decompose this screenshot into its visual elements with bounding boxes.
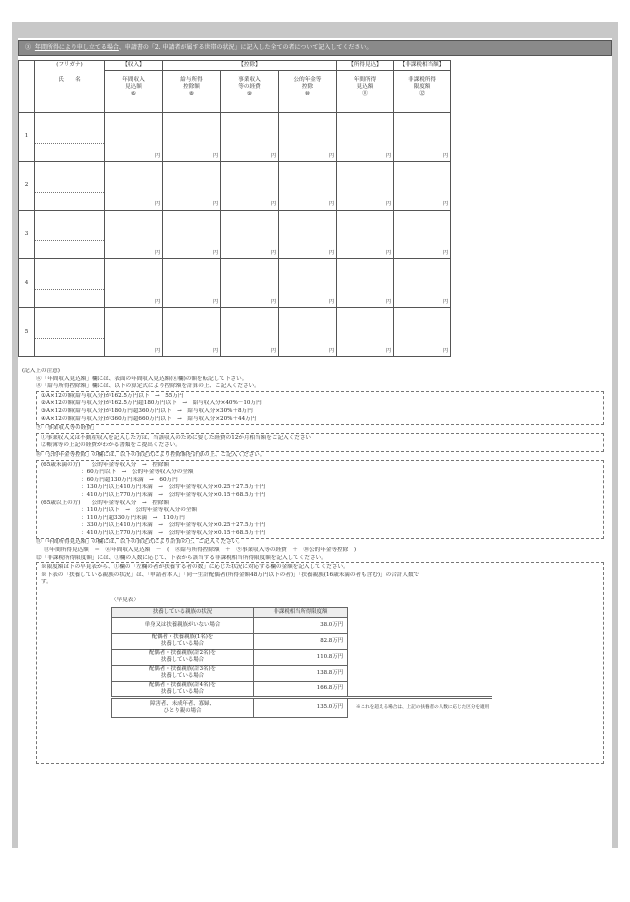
amount-cell[interactable] [163, 308, 221, 357]
quick-header-status: 扶養している親族の状況 [112, 607, 254, 617]
furigana-field[interactable] [35, 179, 104, 193]
amount-cell[interactable] [279, 113, 337, 162]
quick-limit: 38.0万円 [254, 617, 348, 633]
note-8-rules-box [36, 391, 604, 425]
note-9-rule: ②帳簿等の上記の経費がわかる書類をご提出ください。 [41, 442, 181, 449]
deduction-group-header: 【控除】 [163, 61, 337, 71]
yen-unit: 円 [270, 298, 276, 305]
note-10-rule: (65歳以上の方) 公的年金等収入分 → 控除額 [41, 499, 170, 506]
quick-status: 配偶者・扶養親族(計3名)を 扶養している場合 [112, 665, 254, 681]
amount-cell[interactable] [279, 259, 337, 308]
table-row [19, 161, 451, 210]
yen-unit: 円 [328, 152, 334, 159]
amount-cell[interactable] [337, 308, 394, 357]
row-number: 1 [19, 113, 35, 162]
amount-cell[interactable] [337, 161, 394, 210]
note-12-line: ※限度額は下の早見表から、①欄の「左欄の者が扶養する者の数」に応じた状況に対応する欄の金額を記入してください。 [41, 564, 349, 571]
quick-status: 配偶者・扶養親族(計4名)を 扶養している場合 [112, 681, 254, 697]
yen-unit: 円 [154, 347, 160, 354]
yen-unit: 円 [154, 152, 160, 159]
quick-limit: 166.8万円 [254, 681, 348, 697]
note-10: ⑩「公的年金等控除」の欄には、以下の算定式により控除額を計算の上、ご記入ください。 [36, 451, 266, 458]
yen-unit: 円 [270, 250, 276, 257]
amount-cell[interactable] [221, 113, 279, 162]
yen-unit: 円 [154, 201, 160, 208]
quick-table-title: 〈早見表〉 [111, 597, 139, 604]
quick-status: 単身又は扶養親族がいない場合 [112, 617, 254, 633]
note-8: ⑧「給与所得控除額」欄には、以下の算定式により控除額を計算の上、ご記入ください。 [36, 383, 260, 390]
quick-special-status: 障害者、未成年者、寡婦、 ひとり親の場合 [112, 697, 254, 717]
yen-unit: 円 [270, 152, 276, 159]
yen-unit: 円 [154, 298, 160, 305]
amount-cell[interactable] [221, 210, 279, 259]
note-10-rule: ：60万円以下 → 公的年金等収入分の全額 [81, 469, 194, 476]
amount-cell[interactable] [394, 259, 451, 308]
note-8-rule: ④A×12の額(給与収入分)が360万円超660万円以下 → 給与収入分×20%＋44万円 [41, 415, 257, 422]
yen-unit: 円 [442, 298, 448, 305]
note-10-rule: ：410万円以上770万円未満 → 公的年金等収入分×0.15＋68.5万千円 [81, 529, 266, 536]
col-header-annual-income-estimate: 年間所得 見込額 ⑪ [337, 71, 394, 113]
yen-unit: 円 [385, 201, 391, 208]
notes-section [22, 368, 610, 764]
yen-unit: 円 [212, 347, 218, 354]
amount-cell[interactable] [105, 113, 163, 162]
yen-unit: 円 [328, 347, 334, 354]
col-header-salary-deduction: 給与所得 控除額 ⑧ [163, 71, 221, 113]
yen-unit: 円 [442, 347, 448, 354]
note-10-rules-box [36, 460, 604, 540]
section-instruction: 、申請書の「2. 申請者が属する世帯の状況」に記入した全ての者について記入してください。 [118, 44, 373, 51]
yen-unit: 円 [385, 250, 391, 257]
note-10-rule: ：330万円以上410万円未満 → 公的年金等収入分×0.25＋27.5万千円 [81, 522, 266, 529]
yen-unit: 円 [154, 250, 160, 257]
note-12-box [36, 562, 604, 764]
table-row [19, 308, 451, 357]
yen-unit: 円 [385, 152, 391, 159]
yen-unit: 円 [442, 201, 448, 208]
amount-cell[interactable] [221, 259, 279, 308]
section-number: ③ [25, 44, 32, 51]
table-row [112, 681, 493, 697]
quick-reference-table [111, 607, 492, 718]
quick-limit: 138.8万円 [254, 665, 348, 681]
furigana-field[interactable] [35, 276, 104, 290]
amount-cell[interactable] [394, 210, 451, 259]
note-9-rule: ①事業収入又は不動産収入を記入した方は、当該収入のために要した経費の12か月相当額をご記入ください [41, 434, 312, 441]
quick-status: 配偶者・扶養親族(1名)を 扶養している場合 [112, 633, 254, 649]
table-row [112, 697, 493, 717]
amount-cell[interactable] [279, 161, 337, 210]
name-header: 氏 名 [35, 71, 105, 113]
yen-unit: 円 [212, 250, 218, 257]
amount-cell[interactable] [105, 210, 163, 259]
table-row [19, 210, 451, 259]
yen-unit: 円 [442, 250, 448, 257]
furigana-field[interactable] [35, 325, 104, 339]
note-12-line: す。 [41, 579, 52, 586]
table-row [112, 633, 493, 649]
amount-cell[interactable] [394, 308, 451, 357]
amount-cell[interactable] [163, 161, 221, 210]
table-row [112, 665, 493, 681]
row-number-header [19, 61, 35, 113]
amount-cell[interactable] [337, 259, 394, 308]
row-number: 5 [19, 308, 35, 357]
notes-title: (記入上の注意) [22, 368, 60, 374]
amount-cell[interactable] [105, 259, 163, 308]
yen-unit: 円 [270, 347, 276, 354]
note-8-rule: ①A×12の額(給与収入分)が162.5万円以下 → 55万円 [41, 392, 184, 399]
quick-limit: 82.8万円 [254, 633, 348, 649]
note-8-rule: ②A×12の額(給与収入分)が162.5万円超180万円以下 → 給与収入分×40%－10万円 [41, 400, 262, 407]
table-row [112, 649, 493, 665]
yen-unit: 円 [270, 201, 276, 208]
furigana-field[interactable] [35, 227, 104, 241]
furigana-header: (フリガナ) [35, 61, 105, 71]
amount-cell[interactable] [163, 210, 221, 259]
note-8-rule: ③A×12の額(給与収入分)が180万円超360万円以下 → 給与収入分×30%＋8万円 [41, 407, 253, 414]
amount-cell[interactable] [163, 259, 221, 308]
name-cell[interactable] [35, 308, 105, 357]
table-row [112, 617, 493, 633]
quick-special-limit: 135.0万円 [254, 697, 348, 717]
note-10-rule: ：110万円超330万円未満 → 110万円 [81, 514, 185, 521]
quick-limit: 110.8万円 [254, 649, 348, 665]
quick-header-limit: 非課税相当所得限度額 [254, 607, 348, 617]
note-10-rule: ：60万円超130万円未満 → 60万円 [81, 476, 178, 483]
note-12: ⑫「非課税所得限度額」には、①欄の人数に応じて、下表から該当する非課税相当所得限度額を記入してください。 [36, 554, 327, 561]
nontaxable-group-header: 【非課税相当額】 [394, 61, 451, 71]
amount-cell[interactable] [394, 113, 451, 162]
amount-cell[interactable] [394, 161, 451, 210]
note-10-rule: ：410万円以上770万円未満 → 公的年金等収入分×0.15＋68.5万千円 [81, 491, 266, 498]
yen-unit: 円 [212, 152, 218, 159]
amount-cell[interactable] [279, 210, 337, 259]
note-9-rules-box [36, 433, 604, 452]
name-cell[interactable] [35, 113, 105, 162]
col-header-pension-deduction: 公的年金等 控除 ⑩ [279, 71, 337, 113]
yen-unit: 円 [385, 298, 391, 305]
section-underlined-title: 年間所得により申し立てる場合 [34, 44, 119, 51]
note-12-line: ※下表の「扶養している親族の状況」は、「申請者本人」「同一生計配偶者(所得金額48万円以下の者)」「扶養親族(16歳未満の者も含む)」の合計人数で [41, 571, 420, 578]
income-table [18, 60, 451, 357]
yen-unit: 円 [385, 347, 391, 354]
section-header [18, 40, 612, 56]
amount-cell[interactable] [337, 113, 394, 162]
amount-cell[interactable] [105, 161, 163, 210]
note-10-rule: (65歳未満の方) 公的年金等収入分 → 控除額 [41, 461, 170, 468]
furigana-field[interactable] [35, 130, 104, 144]
col-header-annual-income: 年間収入 見込額 ⑥ [105, 71, 163, 113]
col-header-nontaxable-limit: 非課税所得 限度額 ⑫ [394, 71, 451, 113]
income-estimate-group-header: 【所得見込】 [337, 61, 394, 71]
yen-unit: 円 [328, 250, 334, 257]
amount-cell[interactable] [163, 113, 221, 162]
yen-unit: 円 [328, 298, 334, 305]
amount-cell[interactable] [221, 161, 279, 210]
yen-unit: 円 [212, 201, 218, 208]
table-row [19, 113, 451, 162]
col-header-business-expense: 事業収入 等の経費 ⑨ [221, 71, 279, 113]
amount-cell[interactable] [221, 308, 279, 357]
table-row [19, 259, 451, 308]
row-number: 2 [19, 161, 35, 210]
note-6: ⑥「年間収入見込額」欄には、表面の年間収入見込額(⑥欄)の額を転記して下さい。 [36, 375, 248, 382]
note-9: ⑨「事業収入等の経費」 [36, 425, 98, 432]
quick-status: 配偶者・扶養親族(計2名)を 扶養している場合 [112, 649, 254, 665]
note-10-rule: ：110万円以下 → 公的年金等収入分の全額 [81, 507, 198, 514]
name-cell[interactable] [35, 210, 105, 259]
yen-unit: 円 [212, 298, 218, 305]
row-number: 3 [19, 210, 35, 259]
amount-cell[interactable] [279, 308, 337, 357]
note-10-rule: ：130万円以上410万円未満 → 公的年金等収入分×0.25＋27.5万千円 [81, 484, 266, 491]
yen-unit: 円 [442, 152, 448, 159]
note-11: ⑪「年間所得見込額」の欄には、以下の算定式により計算の上、ご記入ください。 [36, 539, 243, 546]
amount-cell[interactable] [337, 210, 394, 259]
note-11-formula: ⑪年間所得見込額 ＝ ⑥年間収入見込額 － ( ⑧給与所得控除額 ＋ ⑨事業収入等の経費 ＋ ⑩公的年金等控除 ) [44, 547, 357, 554]
quick-side-note: ※これを超える場合は、上記の扶養者の人数に応じた区分を適用 [356, 705, 490, 710]
yen-unit: 円 [328, 201, 334, 208]
amount-cell[interactable] [105, 308, 163, 357]
name-cell[interactable] [35, 161, 105, 210]
income-group-header: 【収入】 [105, 61, 163, 71]
row-number: 4 [19, 259, 35, 308]
name-cell[interactable] [35, 259, 105, 308]
